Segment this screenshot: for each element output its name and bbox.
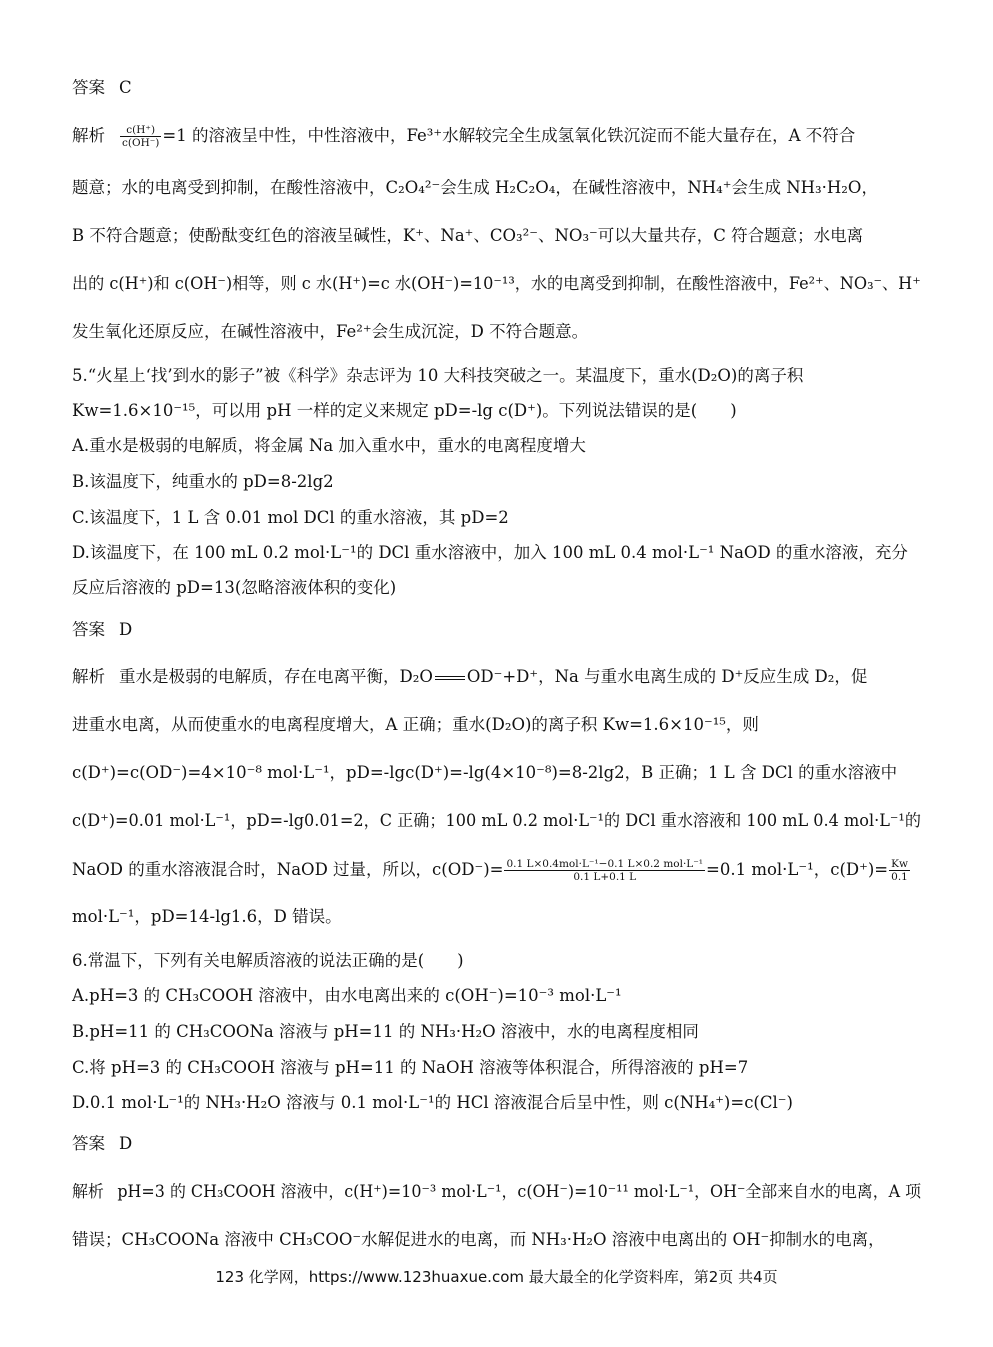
q4-analysis-line-1: 解析 $\frac{c(H^+)}{c(OH^-)}$ =1 的溶液呈中性，中性溶液中，Fe³⁺水解较完全生成氢氧化铁沉淀而不能大量存在，A 不符合 xyxy=(72,124,856,149)
q4-analysis-line-2: 题意；水的电离受到抑制，在酸性溶液中，C₂O₄²⁻会生成 H₂C₂O₄，在碱性溶液中，NH₄⁺会生成 NH₃·H₂O， xyxy=(72,178,878,197)
q4-analysis-line-3: B 不符合题意；使酚酞变红色的溶液呈碱性，K⁺、Na⁺、CO₃²⁻、NO₃⁻可以大量共存，C 符合题意；水电离 xyxy=(72,226,864,245)
q5-analysis-line-1: 解析 重水是极弱的电解质，存在电离平衡，D₂O OD⁻+D⁺，Na 与重水电离生成的 D⁺反应生成 D₂，促 xyxy=(72,667,868,686)
q5-analysis-line-3: c(D⁺)=c(OD⁻)=4×10⁻⁸ mol·L⁻¹，pD=-lgc(D⁺)=-lg(4×10⁻⁸)=8-2lg2，B 正确；1 L 含 DCl 的重水溶液中 xyxy=(72,763,898,782)
q5-option-d-line-1: D.该温度下，在 100 mL 0.2 mol·L⁻¹的 DCl 重水溶液中，加入 100 mL 0.4 mol·L⁻¹ NaOD 的重水溶液，充分 xyxy=(72,543,908,562)
q6-option-b: B.pH=11 的 CH₃COONa 溶液与 pH=11 的 NH₃·H₂O 溶液中，水的电离程度相同 xyxy=(72,1022,699,1041)
q5-option-b: B.该温度下，纯重水的 pD=8-2lg2 xyxy=(72,472,334,491)
equilibrium-arrow-icon xyxy=(435,674,465,682)
q6-analysis-line-2: 错误；CH₃COONa 溶液中 CH₃COO⁻水解促进水的电离，而 NH₃·H₂O 溶液中电离出的 OH⁻抑制水的电离， xyxy=(72,1230,885,1249)
q4-answer: 答案 C xyxy=(72,78,132,97)
q4-analysis-line-5: 发生氧化还原反应，在碱性溶液中，Fe²⁺会生成沉淀，D 不符合题意。 xyxy=(72,322,589,341)
kw-fraction: $\frac{Kw}{0.1}$ xyxy=(891,858,908,883)
page-footer: 123 化学网，https://www.123huaxue.com 最大最全的化学资料库，第2页 共4页 xyxy=(215,1268,778,1286)
q5-option-d-line-2: 反应后溶液的 pD=13(忽略溶液体积的变化) xyxy=(72,578,397,597)
q6-option-a: A.pH=3 的 CH₃COOH 溶液中，由水电离出来的 c(OH⁻)=10⁻³ mol·L⁻¹ xyxy=(72,986,622,1005)
q5-analysis-line-4: c(D⁺)=0.01 mol·L⁻¹，pD=-lg0.01=2，C 正确；100 mL 0.2 mol·L⁻¹的 DCl 重水溶液和 100 mL 0.4 mol·L⁻¹的 xyxy=(72,811,921,830)
q6-stem: 6.常温下，下列有关电解质溶液的说法正确的是( ) xyxy=(72,951,464,970)
q5-analysis-line-5: NaOD 的重水溶液混合时，NaOD 过量，所以，c(OD⁻)= $\frac{\text{0.1 L×0.4mol·L⁻¹−0.1 L×0.2 mol·L⁻¹}}{0.1 L+0.1 L}$ =0.1 mol·L⁻¹，c(D⁺)= $\frac{Kw}{0.1}$ xyxy=(72,858,908,883)
q6-answer: 答案 D xyxy=(72,1134,133,1153)
q5-stem-line-1: 5.“火星上‘找’到水的影子”被《科学》杂志评为 10 大科技突破之一。某温度下，重水(D₂O)的离子积 xyxy=(72,366,804,385)
q5-answer: 答案 D xyxy=(72,620,133,639)
q6-option-c: C.将 pH=3 的 CH₃COOH 溶液与 pH=11 的 NaOH 溶液等体积混合，所得溶液的 pH=7 xyxy=(72,1058,749,1077)
q5-option-a: A.重水是极弱的电解质，将金属 Na 加入重水中，重水的电离程度增大 xyxy=(72,436,586,455)
q5-stem-line-2: Kw=1.6×10⁻¹⁵，可以用 pH 一样的定义来规定 pD=-lg c(D⁺)。下列说法错误的是( ) xyxy=(72,401,737,420)
q6-option-d: D.0.1 mol·L⁻¹的 NH₃·H₂O 溶液与 0.1 mol·L⁻¹的 HCl 溶液混合后呈中性，则 c(NH₄⁺)=c(Cl⁻) xyxy=(72,1093,793,1112)
q5-option-c: C.该温度下，1 L 含 0.01 mol DCl 的重水溶液，其 pD=2 xyxy=(72,508,509,527)
ratio-fraction: $\frac{c(H^+)}{c(OH^-)}$ xyxy=(122,124,160,149)
q5-analysis-line-6: mol·L⁻¹，pD=14-lg1.6，D 错误。 xyxy=(72,907,342,926)
q4-analysis-line-4: 出的 c(H⁺)和 c(OH⁻)相等，则 c 水(H⁺)=c 水(OH⁻)=10⁻¹³，水的电离受到抑制，在酸性溶液中，Fe²⁺、NO₃⁻、H⁺ xyxy=(72,274,921,293)
q6-analysis-line-1: 解析 pH=3 的 CH₃COOH 溶液中，c(H⁺)=10⁻³ mol·L⁻¹，c(OH⁻)=10⁻¹¹ mol·L⁻¹，OH⁻全部来自水的电离，A 项 xyxy=(72,1182,922,1201)
q5-analysis-line-2: 进重水电离，从而使重水的电离程度增大，A 正确；重水(D₂O)的离子积 Kw=1.6×10⁻¹⁵，则 xyxy=(72,715,759,734)
od-fraction: $\frac{\text{0.1 L×0.4mol·L⁻¹−0.1 L×0.2 mol·L⁻¹}}{0.1 L+0.1 L}$ xyxy=(506,858,704,883)
